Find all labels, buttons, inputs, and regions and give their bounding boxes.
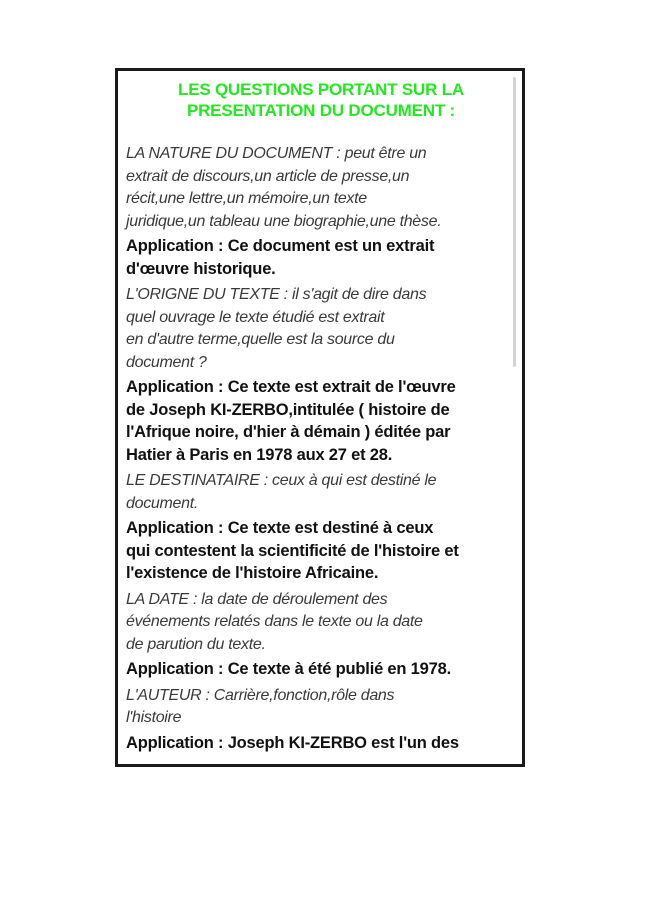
application-nature (126, 235, 516, 280)
application-date (126, 658, 516, 681)
document-heading (140, 79, 502, 121)
application-destinataire (126, 517, 516, 585)
text-line: événements relatés dans le texte ou la date (126, 613, 423, 630)
text-line: l'existence de l'histoire Africaine. (126, 564, 379, 582)
text-line: récit,une lettre,un mémoire,un texte (126, 190, 367, 207)
text-line: Hatier à Paris en 1978 aux 27 et 28. (126, 445, 393, 464)
document-content (126, 79, 516, 758)
text-line: en d'autre terme,quelle est la source du (126, 331, 395, 348)
text-line: l'histoire (126, 709, 182, 726)
heading-line: LES QUESTIONS PORTANT SUR LA (178, 80, 464, 99)
application-auteur (126, 732, 516, 755)
text-line: LE DESTINATAIRE : ceux à qui est destiné le (126, 472, 437, 489)
text-line: extrait de discours,un article de presse,un (126, 167, 410, 185)
question-origine (126, 284, 516, 374)
text-line: Application : Ce document est un extrait (126, 237, 435, 255)
document-frame (115, 68, 525, 767)
text-line: quel ouvrage le texte étudié est extrait (126, 308, 385, 326)
section-auteur (126, 685, 516, 755)
text-line: de Joseph KI-ZERBO,intitulée ( histoire de (126, 400, 450, 419)
text-line: LA NATURE DU DOCUMENT : peut être un (126, 145, 427, 162)
text-line: d'œuvre historique. (126, 259, 276, 278)
text-line: de parution du texte. (126, 635, 266, 653)
text-line: qui contestent la scientificité de l'histoire et (126, 541, 459, 560)
question-nature (126, 143, 516, 233)
text-line: l'Afrique noire, d'hier à démain ) éditée par (126, 423, 451, 441)
text-line: juridique,un tableau une biographie,une thèse. (126, 212, 442, 230)
section-date (126, 589, 516, 681)
section-nature (126, 143, 516, 280)
text-line: document ? (126, 353, 207, 371)
text-line: Application : Joseph KI-ZERBO est l'un des (126, 733, 459, 752)
section-origine (126, 284, 516, 466)
text-line: LA DATE : la date de déroulement des (126, 590, 388, 608)
text-line: document. (126, 494, 199, 512)
question-destinataire (126, 470, 516, 515)
question-date (126, 589, 516, 657)
section-destinataire (126, 470, 516, 585)
application-origine (126, 376, 516, 466)
heading-line: PRESENTATION DU DOCUMENT : (186, 101, 456, 120)
text-line: L'ORIGNE DU TEXTE : il s'agit de dire dans (126, 286, 427, 303)
text-line: Application : Ce texte à été publié en 1978. (126, 660, 451, 678)
question-auteur (126, 685, 516, 730)
text-line: Application : Ce texte est destiné à ceux (126, 519, 434, 537)
text-line: Application : Ce texte est extrait de l'œuvre (126, 378, 456, 396)
text-line: L'AUTEUR : Carrière,fonction,rôle dans (126, 686, 395, 704)
